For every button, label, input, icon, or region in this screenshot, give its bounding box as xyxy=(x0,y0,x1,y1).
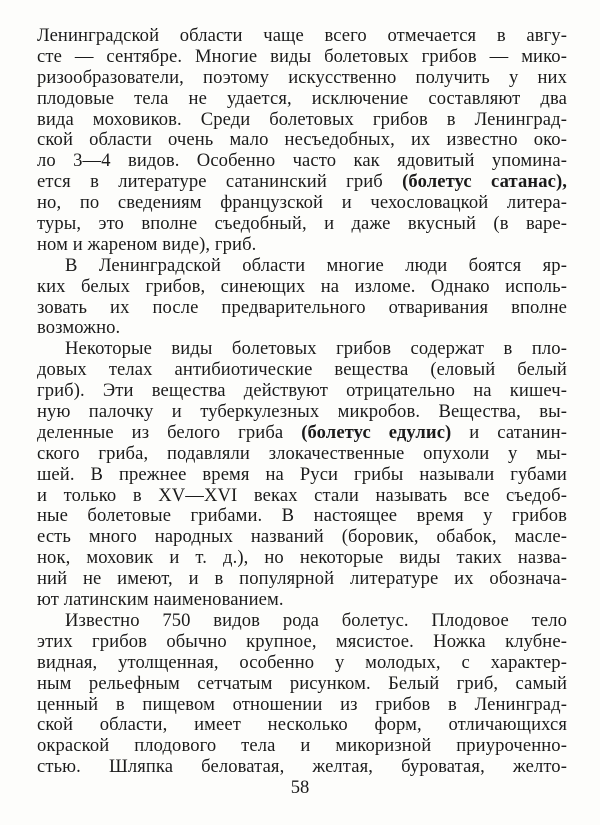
text-line: ской области, имеет несколько форм, отличающихся xyxy=(37,714,567,736)
text-line: ской области очень мало несъедобных, их известно око- xyxy=(37,129,567,151)
text-line: ную палочку и туберкулезных микробов. Вещества, вы- xyxy=(37,401,567,423)
text-line: Известно 750 видов рода болетус. Плодовое тело xyxy=(65,609,567,631)
text-line: ным рельефным сетчатым рисунком. Белый гриб, самый xyxy=(37,672,567,694)
text-line: ном и жареном виде), гриб. xyxy=(37,233,257,255)
text-line: ний не имеют, и в популярной литературе их обознача- xyxy=(37,568,567,590)
text-line: ют латинским наименованием. xyxy=(37,589,284,611)
text-line: зовать их после предварительного отваривания вполне xyxy=(37,296,567,318)
text-line: окраской плодового тела и микоризной приуроченно- xyxy=(37,735,567,757)
text-line: Некоторые виды болетовых грибов содержат в пло- xyxy=(65,338,567,360)
text-line: плодовые тела не удается, исключение составляют два xyxy=(37,87,567,109)
latin-name-bold: (болетус едулис) xyxy=(301,421,452,443)
text-line: есть много народных названий (боровик, обабок, масле- xyxy=(37,526,567,548)
latin-name-bold: (болетус сатанас), xyxy=(402,171,567,193)
text-line: возможно. xyxy=(37,317,121,339)
text-line: ких белых грибов, синеющих на изломе. Однако исполь- xyxy=(37,275,567,297)
text-line: шей. В прежнее время на Руси грибы называли губами xyxy=(37,463,567,485)
text-line: ризообразователи, поэтому искусственно получить у них xyxy=(37,66,567,88)
text-line: туры, это вполне съедобный, и даже вкусный (в варе- xyxy=(37,213,567,235)
text-line: видная, утолщенная, особенно у молодых, с характер- xyxy=(37,651,567,673)
text-line: ется в литературе сатанинский гриб (болетус сатанас), xyxy=(37,171,567,193)
text-line: и только в XV—XVI веках стали называть все съедоб- xyxy=(37,484,567,506)
text-line: деленные из белого гриба (болетус едулис) и сатанин- xyxy=(37,421,568,443)
body-text xyxy=(37,26,567,778)
text-line: гриб). Эти вещества действуют отрицательно на кишеч- xyxy=(37,380,567,402)
text-line: ные болетовые грибами. В настоящее время у грибов xyxy=(37,505,567,527)
text-line: вида моховиков. Среди болетовых грибов в Ленинград- xyxy=(37,108,567,130)
text-line: довых телах антибиотические вещества (еловый белый xyxy=(37,359,567,381)
text-line: ского гриба, подавляли злокачественные опухоли у мы- xyxy=(37,442,567,464)
text-line: ло 3—4 видов. Особенно часто как ядовитый упомина- xyxy=(37,150,567,172)
text-line: ценный в пищевом отношении из грибов в Ленинград- xyxy=(37,693,567,715)
text-line: нок, моховик и т. д.), но некоторые виды таких назва- xyxy=(37,547,567,569)
text-line: В Ленинградской области многие люди боятся яр- xyxy=(65,254,567,276)
text-line: Ленинградской области чаще всего отмечается в авгу- xyxy=(37,25,567,46)
text-line: сте — сентябре. Многие виды болетовых грибов — мико- xyxy=(37,45,567,67)
text-line: этих грибов обычно крупное, мясистое. Ножка клубне- xyxy=(37,630,567,652)
text-line: стью. Шляпка беловатая, желтая, буроватая, желто- xyxy=(37,756,567,778)
page-number: 58 xyxy=(290,777,310,798)
text-line: но, по сведениям французской и чехословацкой литера- xyxy=(37,192,567,214)
